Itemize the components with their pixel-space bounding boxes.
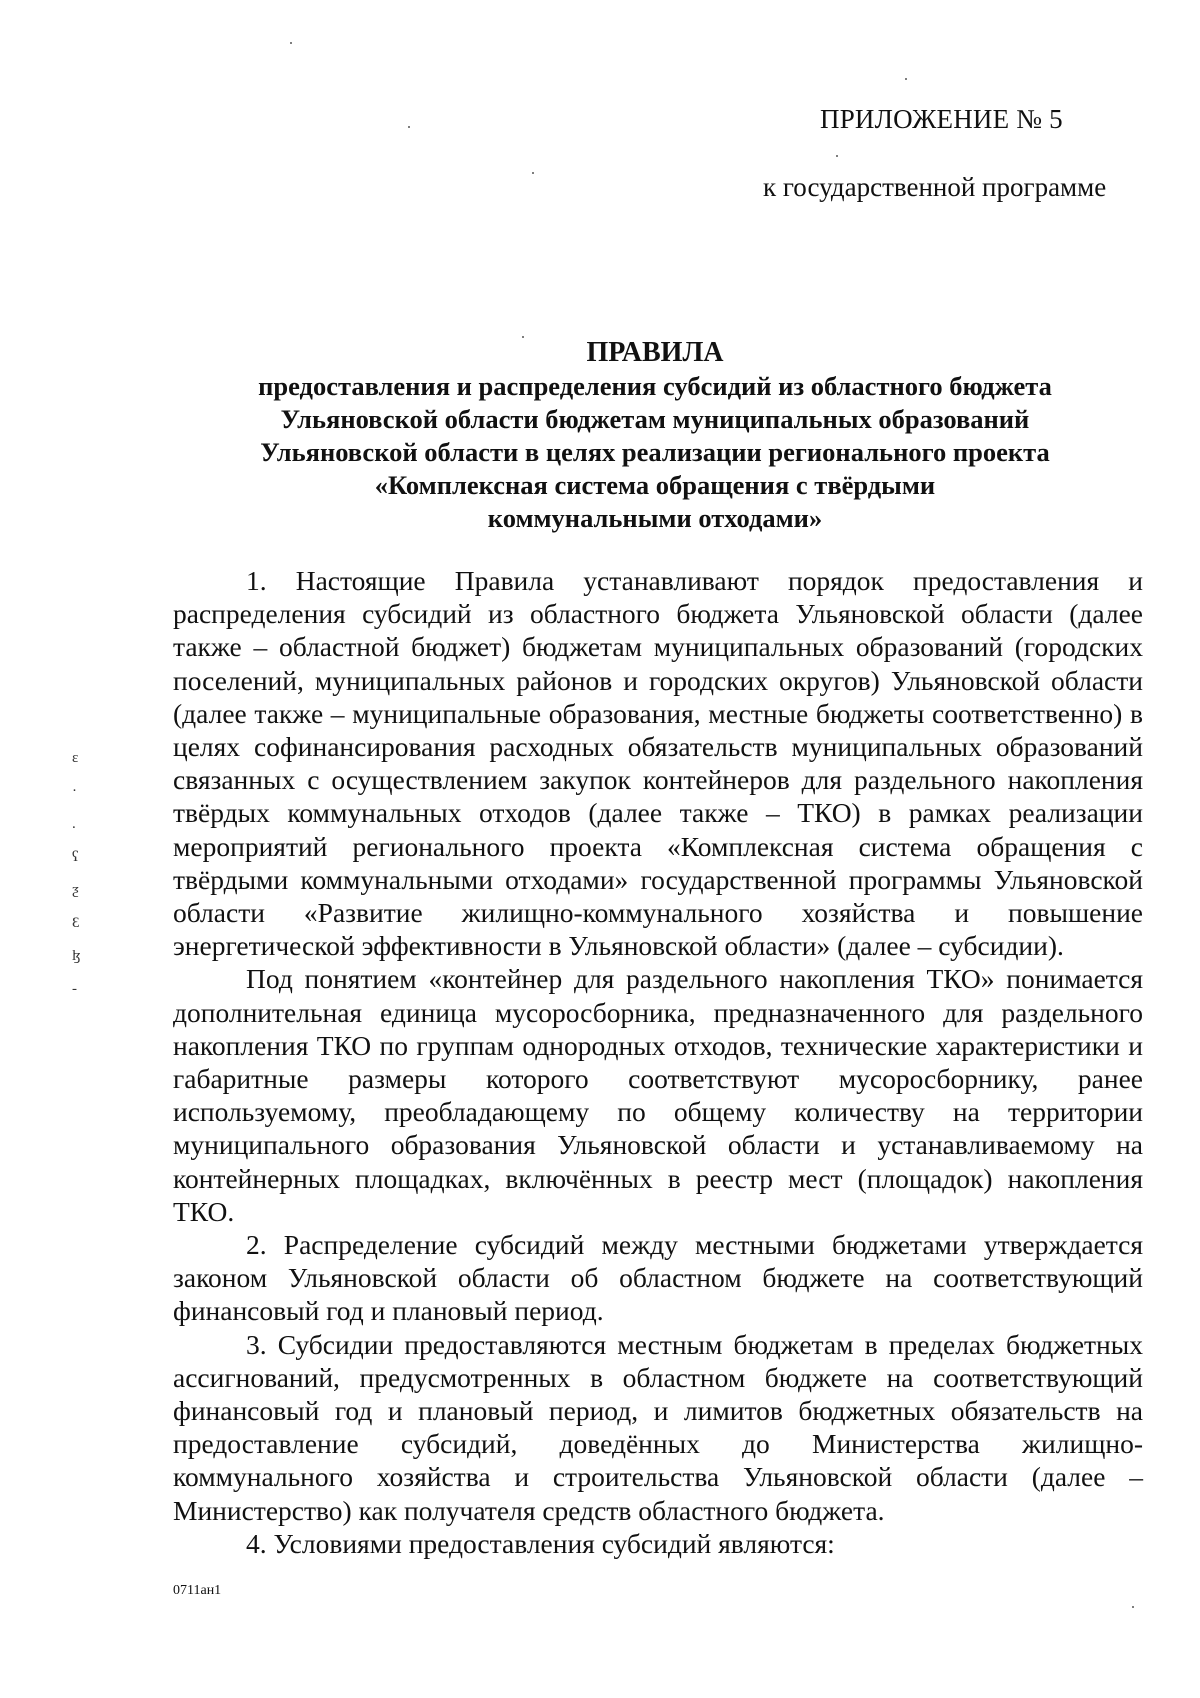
paragraph-1: 1. Настоящие Правила устанавливают порядок предоставления и распределения субсидий из областного бюджета Ульяновской области (далее также – областной бюджет) бюджетам муниципальных образований (городских поселений, муниципальных районов и городских округов) Ульяновской области (далее также – муниципальные образования, местные бюджеты соответственно) в целях софинансирования расходных обязательств муниципальных образований связанных с осуществлением закупок контейнеров для раздельного накопления твёрдых коммунальных отходов (далее также – ТКО) в рамках реализации мероприятий регионального проекта «Комплексная система обращения с твёрдыми коммунальными отходами» государственной программы Ульяновской области «Развитие жилищно-коммунального хозяйства и повышение энергетической эффективности в Ульяновской области» (далее – субсидии). <box>173 565 1143 962</box>
title-line: «Комплексная система обращения с твёрдыми <box>374 470 936 500</box>
scan-mark: · <box>72 783 77 799</box>
scan-speck <box>532 172 534 174</box>
scan-mark: ƺ <box>72 882 79 898</box>
scan-speck <box>522 336 524 338</box>
title-heading: ПРАВИЛА <box>586 337 724 368</box>
paragraph-container-definition: Под понятием «контейнер для раздельного накопления ТКО» понимается дополнительная единица мусоросборника, предназначенного для раздельного накопления ТКО по группам однородных отходов, технические характеристики и габаритные размеры которого соответствуют мусоросборнику, ранее используемому, преобладающему по общему количеству на территории муниципального образования Ульяновской области и устанавливаемому на контейнерных площадках, включённых в реестр мест (площадок) накопления ТКО. <box>173 963 1143 1227</box>
paragraph-2: 2. Распределение субсидий между местными бюджетами утверждается законом Ульяновской области об областном бюджете на соответствующий финансовый год и плановый период. <box>173 1229 1143 1327</box>
scan-mark: - <box>72 981 77 997</box>
title-line: Ульяновской области в целях реализации регионального проекта <box>260 437 1050 467</box>
scan-mark: ʕ <box>72 849 79 865</box>
footer-document-code: 0711ан1 <box>173 1583 222 1598</box>
paragraph-3: 3. Субсидии предоставляются местным бюджетам в пределах бюджетных ассигнований, предусмотренных в областном бюджете на соответствующий финансовый год и плановый период, и лимитов бюджетных обязательств на предоставление субсидий, доведённых до Министерства жилищно-коммунального хозяйства и строительства Ульяновской области (далее – Министерство) как получателя средств областного бюджета. <box>173 1328 1143 1526</box>
scan-mark: . <box>72 816 76 832</box>
scan-margin-marks <box>72 742 102 1006</box>
scan-speck <box>905 78 907 80</box>
scan-mark: ɮ <box>72 948 81 964</box>
scan-speck <box>1132 1606 1134 1608</box>
title-line: Ульяновской области бюджетам муниципальных образований <box>280 404 1030 434</box>
scan-speck <box>836 155 838 157</box>
scan-speck <box>408 126 410 128</box>
document-title <box>170 336 1140 535</box>
title-line: предоставления и распределения субсидий из областного бюджета <box>258 371 1052 401</box>
title-line: коммунальными отходами» <box>487 503 823 533</box>
scan-mark: Ɛ <box>72 915 80 931</box>
appendix-number: ПРИЛОЖЕНИЕ № 5 <box>820 104 1063 134</box>
paragraph-4: 4. Условиями предоставления субсидий являются: <box>246 1527 835 1559</box>
appendix-reference: к государственной программе <box>763 172 1107 202</box>
scan-mark: ɛ <box>72 750 79 766</box>
document-body <box>173 564 1143 1560</box>
scan-speck <box>290 42 292 44</box>
